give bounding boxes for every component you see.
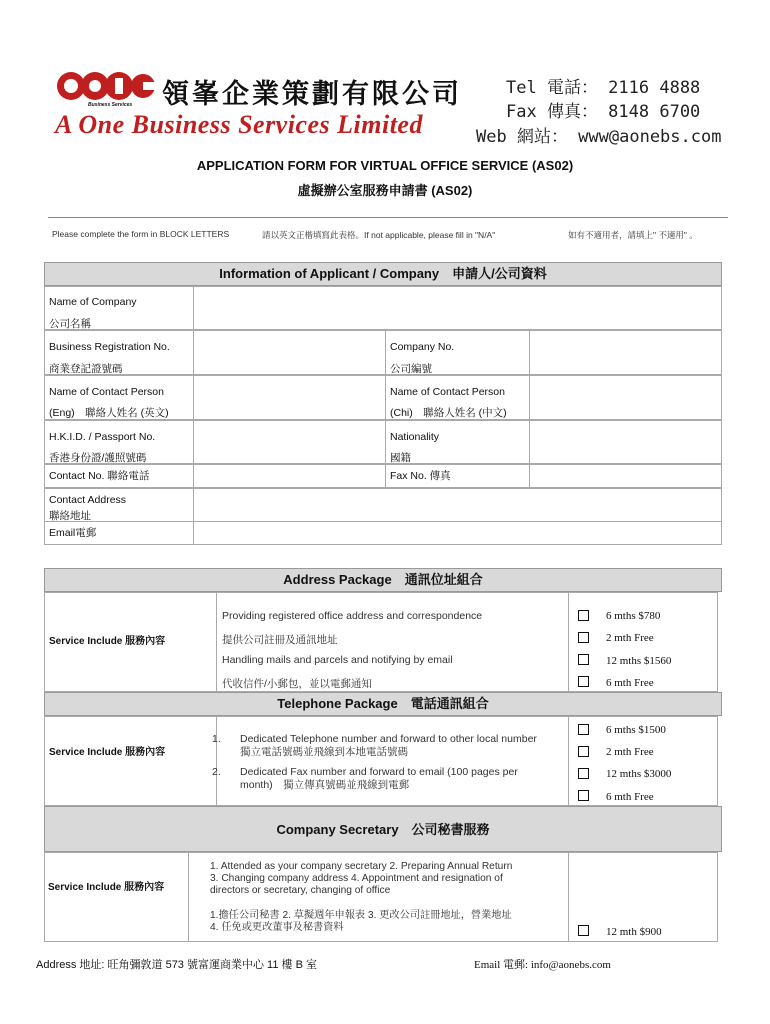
email-label: Email電郵 bbox=[49, 527, 97, 539]
address-item: 代收信件/小郵包，並以電郵通知 bbox=[222, 678, 372, 690]
contact-no-input[interactable] bbox=[193, 464, 386, 488]
header-tel: Tel 電話： 2116 4888 bbox=[506, 78, 701, 98]
address-option-checkbox[interactable] bbox=[578, 654, 589, 665]
header-fax: Fax 傳真： 8148 6700 bbox=[506, 102, 701, 122]
address-label-cn: 聯絡地址 bbox=[49, 510, 91, 522]
company-name-en: A One Business Services Limited bbox=[55, 110, 423, 139]
secretary-option-checkbox[interactable] bbox=[578, 925, 589, 936]
secretary-service-label: Service Include 服務內容 bbox=[48, 882, 165, 893]
secretary-item: 3. Changing company address 4. Appointment and resignation of bbox=[210, 873, 503, 884]
secretary-item-cn: 4. 任免或更改董事及秘書資料 bbox=[210, 922, 344, 933]
company-name-input[interactable] bbox=[193, 286, 722, 330]
br-input[interactable] bbox=[193, 330, 386, 375]
br-label-en: Business Registration No. bbox=[49, 341, 170, 353]
fax-item-en: Dedicated Fax number and forward to email (100 pages per bbox=[240, 766, 518, 778]
company-no-input[interactable] bbox=[529, 330, 722, 375]
telephone-option-checkbox[interactable] bbox=[578, 790, 589, 801]
telephone-package-heading: Telephone Package 電話通訊組合 bbox=[44, 692, 722, 716]
address-option-checkbox[interactable] bbox=[578, 632, 589, 643]
telephone-option-checkbox[interactable] bbox=[578, 768, 589, 779]
telephone-item-en: Dedicated Telephone number and forward to other local number bbox=[240, 733, 537, 745]
telephone-option-label: 12 mths $3000 bbox=[606, 768, 672, 780]
nationality-label-en: Nationality bbox=[390, 431, 440, 443]
company-no-label-en: Company No. bbox=[390, 341, 455, 353]
telephone-option-label: 6 mth Free bbox=[606, 791, 654, 803]
address-option-label: 6 mth Free bbox=[606, 677, 654, 689]
footer-address: Address 地址: 旺角彌敦道 573 號富運商業中心 11 樓 B 室 bbox=[36, 959, 317, 971]
header-web: Web 網站： www@aonebs.com bbox=[476, 127, 722, 147]
address-package-heading: Address Package 通訊位址組合 bbox=[44, 568, 722, 592]
divider bbox=[48, 217, 728, 218]
address-option-label: 2 mth Free bbox=[606, 632, 654, 644]
secretary-option-label: 12 mth $900 bbox=[606, 926, 662, 938]
address-item: Handling mails and parcels and notifying by email bbox=[222, 654, 453, 666]
br-label-cn: 商業登記證號碼 bbox=[49, 363, 123, 375]
contact-eng-label-en: Name of Contact Person bbox=[49, 386, 164, 398]
hkid-label-en: H.K.I.D. / Passport No. bbox=[49, 431, 156, 443]
company-name-cn: 領峯企業策劃有限公司 bbox=[162, 79, 462, 109]
telephone-service-cell bbox=[44, 716, 217, 806]
secretary-item: 1. Attended as your company secretary 2. Preparing Annual Return bbox=[210, 861, 513, 872]
email-input[interactable] bbox=[193, 521, 722, 545]
contact-eng-label-cn: (Eng) 聯絡人姓名 (英文) bbox=[49, 407, 169, 419]
note-not-applicable: 請以英文正楷填寫此表格。If not applicable, please fill in "N/A" bbox=[262, 230, 496, 240]
fax-item-number: 2. bbox=[212, 766, 221, 778]
telephone-item-cn: 獨立電話號碼並飛線到本地電話號碼 bbox=[240, 746, 408, 758]
address-item: Providing registered office address and correspondence bbox=[222, 610, 483, 622]
telephone-service-label: Service Include 服務內容 bbox=[49, 747, 166, 758]
telephone-option-label: 2 mth Free bbox=[606, 746, 654, 758]
nationality-label-cn: 國籍 bbox=[390, 452, 411, 464]
note-not-applicable-cn: 如有不適用者，請填上" 不適用" 。 bbox=[568, 230, 698, 240]
contact-eng-input[interactable] bbox=[193, 375, 386, 420]
contact-chi-label-cn: (Chi) 聯絡人姓名 (中文) bbox=[390, 407, 507, 419]
address-item: 提供公司註冊及通訊地址 bbox=[222, 634, 338, 646]
form-title-cn: 虛擬辦公室服務申請書 (AS02) bbox=[297, 183, 473, 198]
telephone-option-checkbox[interactable] bbox=[578, 746, 589, 757]
fax-no-input[interactable] bbox=[529, 464, 722, 488]
telephone-item-number: 1. bbox=[212, 733, 221, 745]
address-option-label: 12 mths $1560 bbox=[606, 655, 672, 667]
telephone-items-cell bbox=[216, 716, 569, 806]
address-input[interactable] bbox=[193, 488, 722, 522]
address-option-checkbox[interactable] bbox=[578, 610, 589, 621]
hkid-label-cn: 香港身份證/護照號碼 bbox=[49, 452, 147, 464]
logo-subtitle: Business Services bbox=[88, 102, 133, 108]
form-title-en: APPLICATION FORM FOR VIRTUAL OFFICE SERVICE (AS02) bbox=[196, 158, 574, 173]
company-no-label-cn: 公司編號 bbox=[390, 363, 432, 375]
note-block-letters: Please complete the form in BLOCK LETTERS bbox=[52, 229, 230, 239]
company-name-label-cn: 公司名稱 bbox=[49, 318, 91, 330]
nationality-input[interactable] bbox=[529, 420, 722, 464]
contact-chi-label-en: Name of Contact Person bbox=[390, 386, 505, 398]
address-option-checkbox[interactable] bbox=[578, 676, 589, 687]
secretary-heading: Company Secretary 公司秘書服務 bbox=[44, 806, 722, 852]
telephone-option-checkbox[interactable] bbox=[578, 724, 589, 735]
address-service-label: Service Include 服務內容 bbox=[49, 636, 166, 647]
secretary-service-cell bbox=[44, 852, 189, 942]
contact-no-label: Contact No. 聯絡電話 bbox=[49, 470, 150, 482]
secretary-item-cn: 1.擔任公司秘書 2. 草擬週年申報表 3. 更改公司註冊地址，營業地址 bbox=[210, 910, 512, 921]
secretary-item: directors or secretary, changing of office bbox=[210, 885, 391, 896]
telephone-option-label: 6 mths $1500 bbox=[606, 724, 666, 736]
applicant-section-heading: Information of Applicant / Company 申請人/公司資料 bbox=[44, 262, 722, 286]
address-label-en: Contact Address bbox=[49, 494, 127, 506]
hkid-input[interactable] bbox=[193, 420, 386, 464]
footer-email: Email 電郵: info@aonebs.com bbox=[474, 959, 611, 971]
company-name-label-en: Name of Company bbox=[49, 296, 137, 308]
contact-chi-input[interactable] bbox=[529, 375, 722, 420]
fax-no-label: Fax No. 傳真 bbox=[390, 470, 451, 482]
fax-item-en-2: month) 獨立傳真號碼並飛線到電郵 bbox=[240, 779, 410, 791]
address-option-label: 6 mths $780 bbox=[606, 610, 661, 622]
